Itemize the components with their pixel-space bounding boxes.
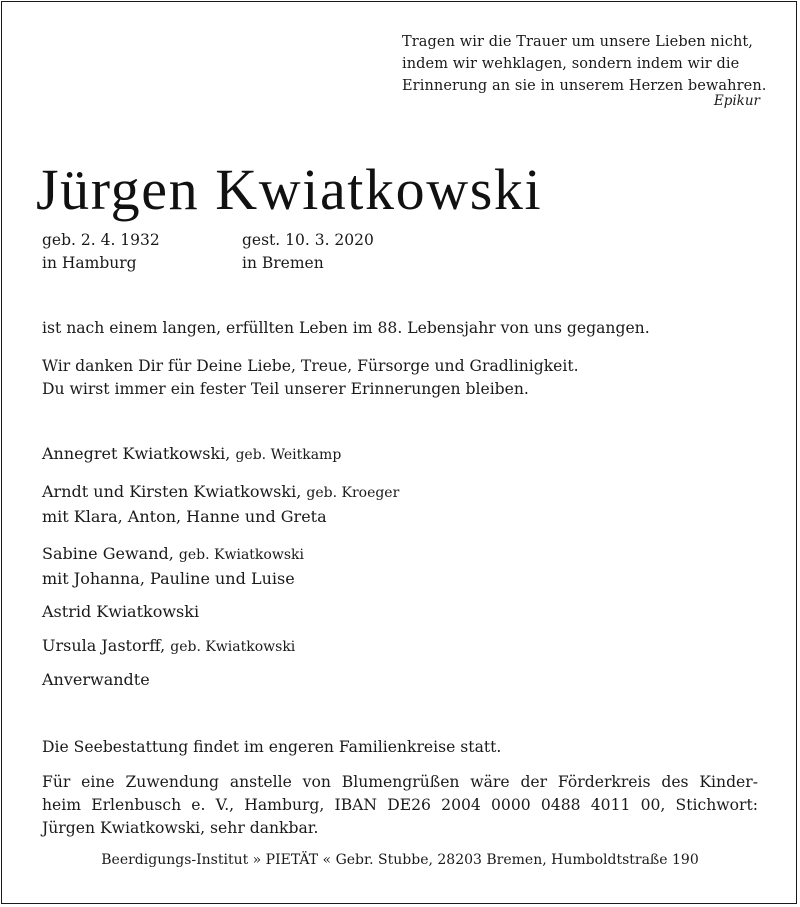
family-entry [42, 542, 304, 591]
thanks-line: Du wirst immer ein fester Teil unserer Erinnerungen bleiben. [42, 380, 529, 398]
donation-line: Jürgen Kwiatkowski, sehr dankbar. [42, 819, 319, 837]
family-entry [42, 480, 399, 529]
birth-place: in Hamburg [42, 254, 137, 272]
family-children-line: mit Klara, Anton, Hanne und Greta [42, 507, 327, 526]
family-member-name: Sabine Gewand [42, 544, 169, 563]
family-member-name: Arndt und Kirsten Kwiatkowski [42, 482, 297, 501]
family-entry [42, 634, 295, 659]
quote-author: Epikur [713, 93, 760, 109]
family-children-line: mit Johanna, Pauline und Luise [42, 569, 295, 588]
donation-text [42, 771, 758, 840]
family-member-nee: geb. Weitkamp [235, 447, 342, 463]
deceased-name: Jürgen Kwiatkowski [36, 157, 543, 222]
family-member-nee: geb. Kwiatkowski [170, 639, 296, 655]
donation-line: Für eine Zuwendung anstelle von Blumengrüßen wäre der Förderkreis des Kinder- [42, 773, 758, 791]
quote-line: Erinnerung an sie in unserem Herzen bewahren. [402, 78, 767, 94]
death-date: gest. 10. 3. 2020 [242, 231, 374, 249]
thanks-line: Wir danken Dir für Deine Liebe, Treue, Fürsorge und Gradlinigkeit. [42, 357, 579, 375]
family-member-name: Ursula Jastorff [42, 636, 161, 655]
quote-line: Tragen wir die Trauer um unsere Lieben nicht, [402, 34, 754, 50]
family-member-name: Annegret Kwiatkowski [42, 444, 226, 463]
thanks-text [42, 355, 579, 401]
family-entry [42, 600, 199, 624]
family-entry [42, 442, 341, 467]
birth-info [42, 229, 160, 275]
burial-note-line: Die Seebestattung findet im engeren Familienkreise statt. [42, 738, 502, 756]
family-member-line: Arndt und Kirsten Kwiatkowski, geb. Kroeger [42, 482, 400, 501]
family-member-line: Sabine Gewand, geb. Kwiatkowski [42, 544, 304, 563]
announcement-line: ist nach einem langen, erfüllten Leben im 88. Lebensjahr von uns gegangen. [42, 319, 650, 337]
death-place: in Bremen [242, 254, 324, 272]
family-member-name: Anverwandte [42, 670, 150, 689]
death-info [242, 229, 374, 275]
birth-date: geb. 2. 4. 1932 [42, 231, 160, 249]
epigraph-quote [402, 31, 782, 97]
family-member-nee: geb. Kwiatkowski [178, 547, 304, 563]
funeral-home-footer: Beerdigungs-Institut » PIETÄT « Gebr. Stubbe, 28203 Bremen, Humboldtstraße 190 [101, 852, 699, 868]
family-member-line: Ursula Jastorff, geb. Kwiatkowski [42, 636, 296, 655]
donation-line: heim Erlenbusch e. V., Hamburg, IBAN DE26 2004 0000 0488 4011 00, Stichwort: [42, 796, 758, 814]
burial-note [42, 736, 501, 759]
announcement-text [42, 317, 650, 340]
quote-line: indem wir wehklagen, sondern indem wir die [402, 56, 740, 72]
family-member-name: Astrid Kwiatkowski [42, 602, 200, 621]
family-member-nee: geb. Kroeger [306, 485, 400, 501]
family-entry [42, 668, 150, 692]
family-member-line: Annegret Kwiatkowski, geb. Weitkamp [42, 444, 342, 463]
